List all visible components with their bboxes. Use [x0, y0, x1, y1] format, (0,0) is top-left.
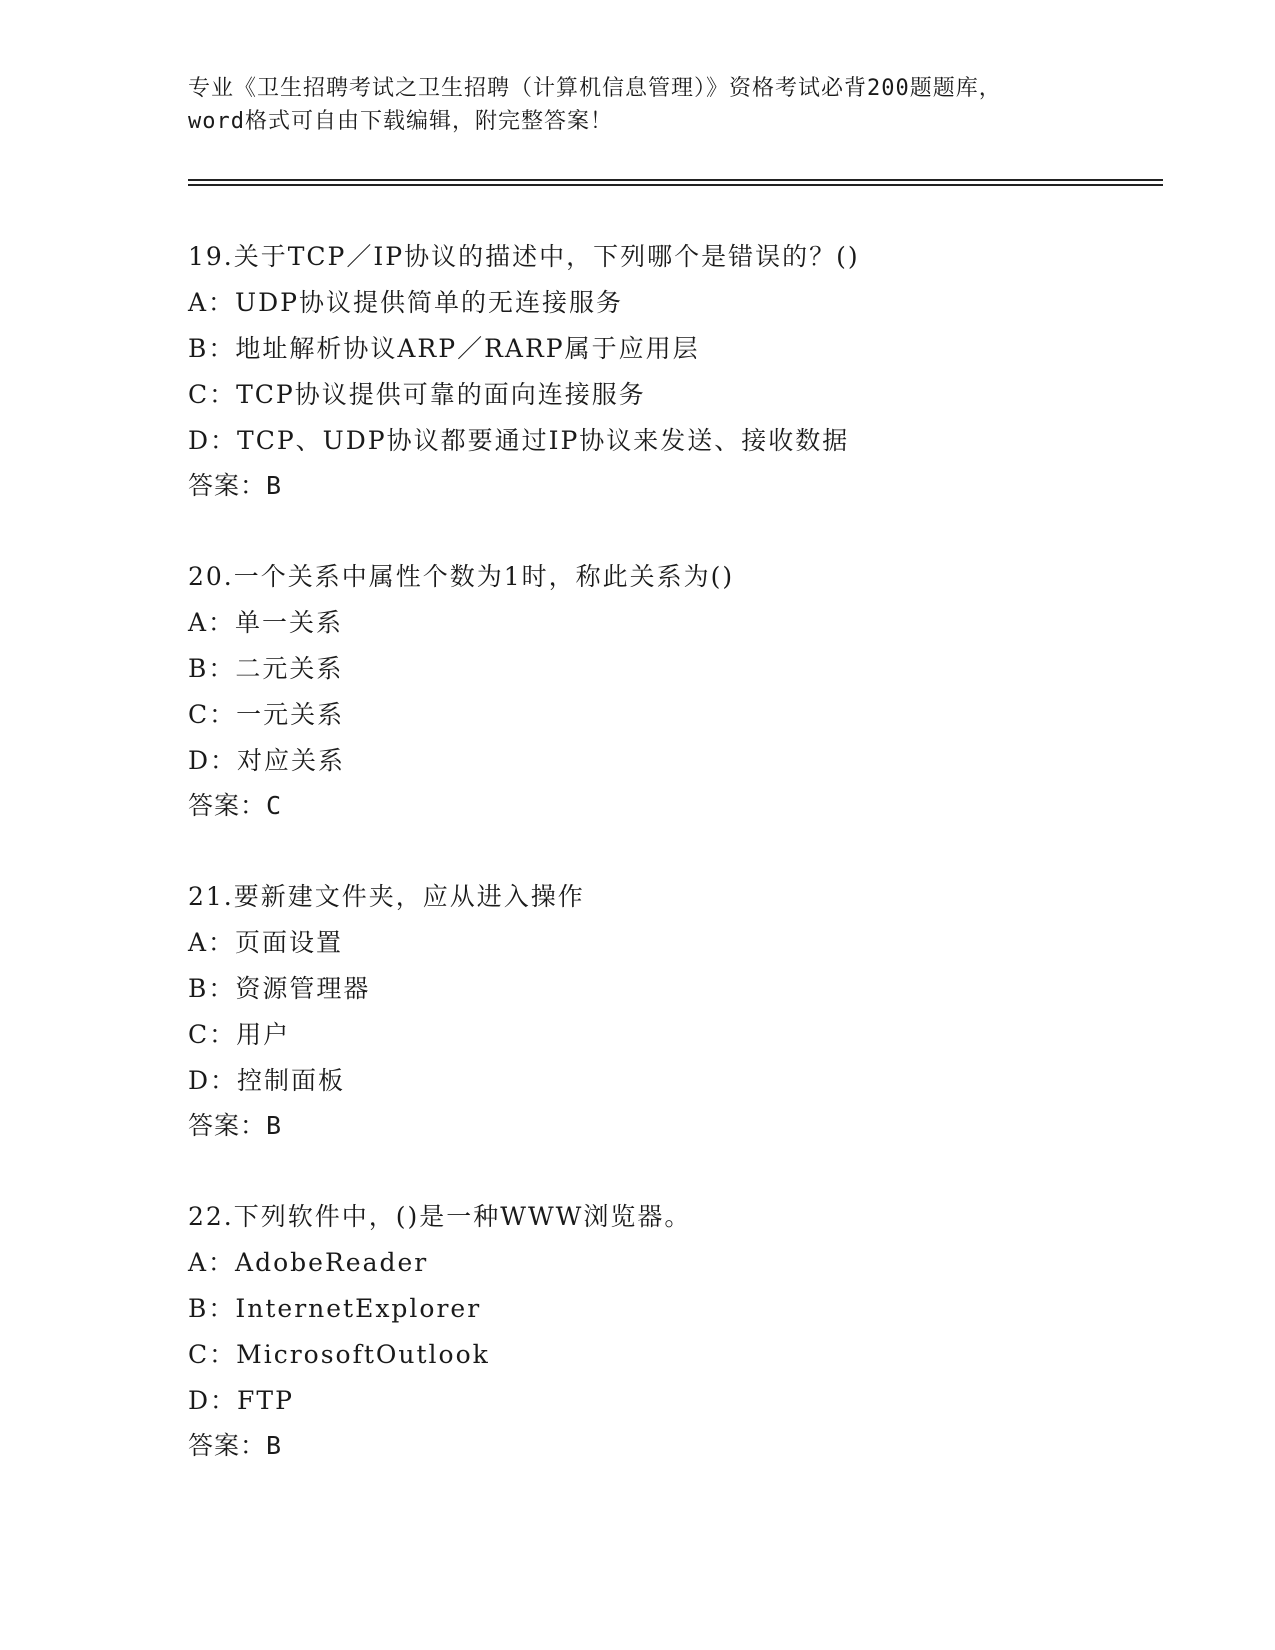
header-divider-bottom	[188, 184, 1163, 186]
option-b: B：InternetExplorer	[188, 1294, 482, 1323]
option-c: C：MicrosoftOutlook	[188, 1340, 490, 1369]
answer-line: 答案：B	[188, 1111, 283, 1140]
question-20	[188, 554, 1148, 828]
answer-line: 答案：C	[188, 791, 283, 820]
option-d: D：FTP	[188, 1386, 294, 1415]
question-list	[188, 234, 1148, 1514]
header-line-1: 专业《卫生招聘考试之卫生招聘（计算机信息管理）》资格考试必背200题题库，	[188, 76, 1002, 101]
question-stem: 20.一个关系中属性个数为1时，称此关系为()	[188, 562, 735, 591]
option-c: C：用户	[188, 1020, 291, 1049]
option-c: C：TCP协议提供可靠的面向连接服务	[188, 380, 646, 409]
option-d: D：TCP、UDP协议都要通过IP协议来发送、接收数据	[188, 426, 850, 455]
question-21	[188, 874, 1148, 1148]
header-line-2: word格式可自由下载编辑，附完整答案！	[188, 109, 613, 134]
option-a: A：UDP协议提供简单的无连接服务	[188, 288, 623, 317]
header-divider-top	[188, 179, 1163, 181]
option-b: B：二元关系	[188, 654, 344, 683]
question-19	[188, 234, 1148, 508]
question-stem: 22.下列软件中，()是一种WWW浏览器。	[188, 1202, 692, 1231]
option-a: A：AdobeReader	[188, 1248, 429, 1277]
question-22	[188, 1194, 1148, 1468]
document-header	[188, 72, 1088, 138]
question-stem: 21.要新建文件夹，应从进入操作	[188, 882, 585, 911]
option-c: C：一元关系	[188, 700, 345, 729]
option-a: A：页面设置	[188, 928, 344, 957]
question-stem: 19.关于TCP／IP协议的描述中，下列哪个是错误的？()	[188, 242, 860, 271]
option-d: D：对应关系	[188, 746, 346, 775]
answer-line: 答案：B	[188, 471, 283, 500]
option-b: B：资源管理器	[188, 974, 371, 1003]
option-d: D：控制面板	[188, 1066, 346, 1095]
option-b: B：地址解析协议ARP／RARP属于应用层	[188, 334, 700, 363]
answer-line: 答案：B	[188, 1431, 283, 1460]
option-a: A：单一关系	[188, 608, 344, 637]
